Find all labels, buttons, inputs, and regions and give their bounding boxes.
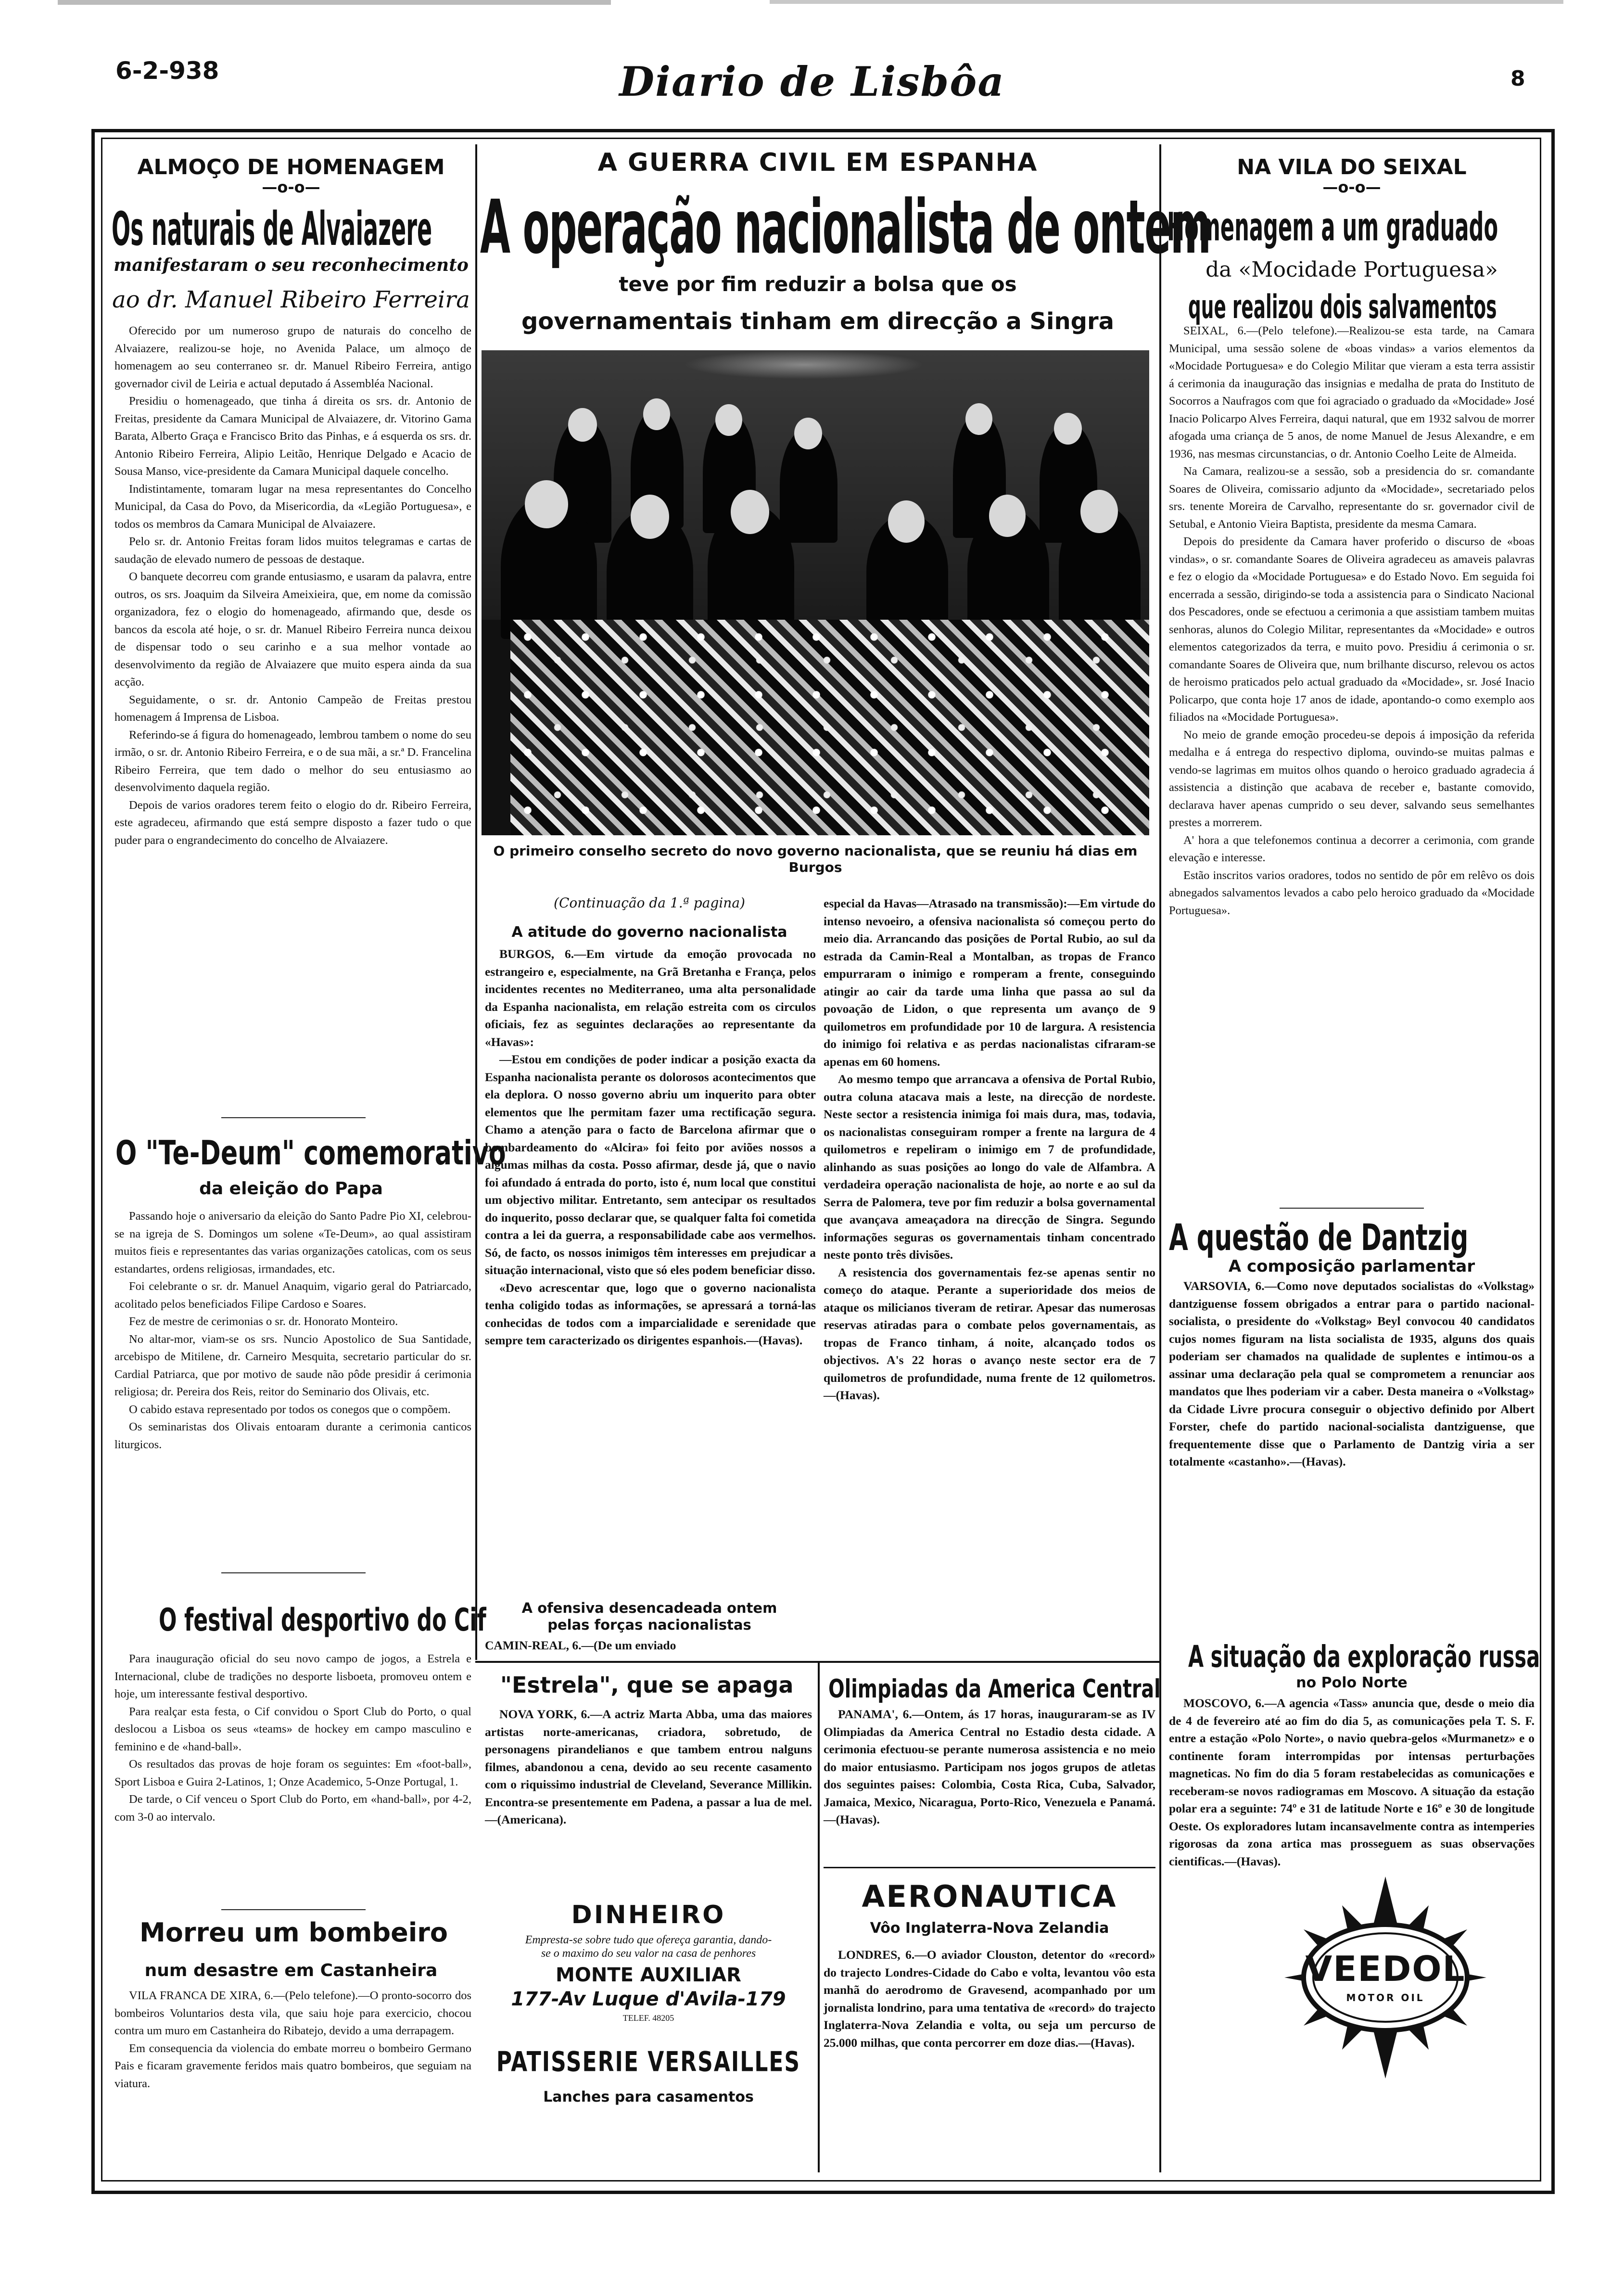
paragraph: A resistencia dos governamentais fez-se apenas sentir no começo do ataque. Perante a superioridade dos meios de ataque os milicianos tiveram de retirar. Apesar das numerosas reservas atiradas para o combate pelos governamentais, as tropas de Franco tinham, á noite, alcançado todos os objectivos. A's 22 horas o avanço neste sector era de 7 quilometros de profundidade, numa frente de 12 quilometros.—(Havas). [824, 1265, 1155, 1402]
col4-article-body [1169, 322, 1535, 919]
tedeum-body [114, 1208, 471, 1454]
dantzig-subhead: A composição parlamentar [1228, 1257, 1475, 1276]
aeronautica-headline: AERONAUTICA [862, 1879, 1117, 1914]
paragraph: O cabido estava representado por todos os conegos que o compõem. [129, 1403, 451, 1416]
paragraph: Os resultados das provas de hoje foram os seguintes: Em «foot-ball», Sport Lisboa e Guira 2-Latinos, 1; Onze Academico, 5-Onze Portugal, 1. [114, 1758, 471, 1788]
ad-versailles-sub: Lanches para casamentos [543, 2089, 754, 2105]
continuation-note: (Continuação da 1.ª pagina) [554, 895, 745, 911]
col1-kicker: ALMOÇO DE HOMENAGEM [137, 155, 445, 179]
col1-subhead-1: manifestaram o seu reconhecimento [114, 255, 469, 275]
column-rule-1 [475, 144, 477, 1660]
ad-veedol-brand: VEEDOL [1305, 1949, 1466, 1989]
center-kicker: A GUERRA CIVIL EM ESPANHA [597, 148, 1038, 177]
news-photo-council-burgos [482, 350, 1149, 835]
olimpiadas-headline: Olimpiadas da America Central [828, 1674, 1161, 1704]
paragraph: Ao mesmo tempo que arrancava a ofensiva de Portal Rubio, outra coluna atacava mais a leste, na direcção de nordeste. Neste sector a resistencia inimiga foi mais dura, mas, todavia, os nacionalistas conseguiram romper a frente na largura de 4 quilometros e repeliram o inimigo em 7 de profundidade, alinhando as suas posições ao longo do vale de Alfambra. A verdadeira operação nacionalista de hoje, ao norte e ao sul da Serra de Palomera, teve por fim reduzir a bolsa governamental que avançava ameaçadora na direcção de Singra. Segundo informações seguras os governamentais tinham concentrado neste ponto três divisões. [824, 1072, 1155, 1262]
col1-article-body [114, 322, 471, 849]
ad-veedol-sub: MOTOR OIL [1346, 1992, 1425, 2003]
dantzig-body [1169, 1277, 1535, 1471]
paragraph: Passando hoje o aniversario da eleição do Santo Padre Pio XI, celebrou-se na igreja de S. Domingos um solene «Te-Deum», ao qual assistiram muitos fieis e representantes das varias organizações catolicas, com os seus estandartes, ordens religiosas, irmandades, etc. [114, 1210, 471, 1276]
col4-headline-2: da «Mocidade Portuguesa» [1205, 257, 1498, 282]
page-number: 8 [1510, 66, 1525, 91]
newspaper-title: Diario de Lisbôa [619, 58, 1005, 105]
center-deck-2: governamentais tinham em direcção a Singra [521, 308, 1115, 335]
separator [824, 1867, 1155, 1868]
paragraph: VILA FRANCA DE XIRA, 6.—(Pelo telefone).—O pronto-socorro dos bombeiros Voluntarios desta vila, que saiu hoje para exercicio, chocou contra um muro em Castanheira do Ribatejo, devido a uma derrapagem. [114, 1989, 471, 2037]
paragraph: No altar-mor, viam-se os srs. Nuncio Apostolico de Sua Santidade, arcebispo de Mitilene, dr. Carneiro Mesquita, secretario particular do sr. Cardial Patriarca, que por motivo de saude não pôde presidir á cerimonia religiosa; dr. Pereira dos Reis, reitor do Seminario dos Olivais, etc. [114, 1332, 471, 1398]
bombeiro-headline: Morreu um bombeiro [140, 1917, 448, 1948]
ad-dinheiro [485, 1901, 812, 2023]
paragraph: Para inauguração oficial do seu novo campo de jogos, a Estrela e Internacional, clube de tradições no desporte lisboeta, promoveu ontem e hoje, um interessante festival desportivo. [114, 1652, 471, 1700]
paragraph: Estão inscritos varios oradores, todos no sentido de pôr em relêvo os dois abnegados salvamentos levados a cabo pelo heroico graduado da «Mocidade Portuguesa». [1169, 868, 1535, 917]
center-subhead-2b: pelas forças nacionalistas [547, 1617, 751, 1633]
scan-edge-top-right [770, 0, 1563, 4]
ad-dinheiro-phone: TELEF. 48205 [622, 2013, 674, 2023]
center-headline: A operação nacionalista de ontem [480, 184, 1211, 270]
paragraph: CAMIN-REAL, 6.—(De um enviado [485, 1638, 676, 1652]
center-subhead-2a: A ofensiva desencadeada ontem [521, 1600, 777, 1616]
center-subhead-1: A atitude do governo nacionalista [511, 924, 787, 941]
paragraph: PANAMA', 6.—Ontem, ás 17 horas, inauguraram-se as IV Olimpiadas da America Central no Estadio desta cidade. A cerimonia efectuou-se perante numerosa assistencia e no meio do maior entusiasmo. Participam nos jogos grupos de atletas dos seguintes paises: Colombia, Costa Rica, Cuba, Salvador, Jamaica, Mexico, Nicaragua, Porto-Rico, Venezuela e Panamá.—(Havas). [824, 1707, 1155, 1826]
paragraph: A' hora a que telefonemos continua a decorrer a cerimonia, com grande elevação e interesse. [1169, 833, 1535, 864]
ad-dinheiro-title: DINHEIRO [571, 1901, 726, 1929]
separator [1280, 1208, 1424, 1209]
paragraph: Na Camara, realizou-se a sessão, sob a presidencia do sr. comandante Soares de Oliveira, comissario adjunto da «Mocidade», secretariado pelos srs. tenente Moreira de Carvalho, representante do sr. governador civil de Setubal, e Antonio Vieira Baptista, presidente da mesma Camara. [1169, 465, 1535, 531]
paragraph: Referindo-se á figura do homenageado, lembrou tambem o nome do seu irmão, o sr. dr. Antonio Ribeiro Ferreira, e o de sua mãi, a sr.ª D. Francelina Ribeiro Ferreira, que tem dado o melhor do seu entusiasmo ao desenvolvimento daquela região. [114, 728, 471, 794]
ad-dinheiro-text: Empresta-se sobre tudo que ofereça garantia, dando-se o maximo do seu valor na casa de penhores [525, 1934, 772, 1960]
paragraph: Presidiu o homenageado, que tinha á direita os srs. dr. Antonio de Freitas, presidente da Camara Municipal de Alvaiazere, dr. Vitorino Gama Barata, Alberto Graça e Francisco Brito das Pinhas, e á esquerda os srs. dr. Antonio Ribeiro Ferreira, Alipio Leitão, Henrique Delgado e Acacio de Sousa Manso, vice-presidente da Camara Municipal daquele concelho. [114, 395, 471, 478]
col1-subhead-2: ao dr. Manuel Ribeiro Ferreira [112, 286, 470, 313]
paragraph: LONDRES, 6.—O aviador Clouston, detentor do «record» do trajecto Londres-Cidade do Cabo e volta, levantou vôo esta manhã do aerodromo de Gravesend, acompanhado por um jornalista londrino, para uma tentativa de «record» do trajecto Inglaterra-Nova Zelandia e volta, ou seja um percurso de 25.000 milhas, que conta percorrer em doze dias.—(Havas). [824, 1948, 1155, 2050]
col4-ornament: —o-o— [1322, 178, 1381, 196]
column-rule-2 [1159, 144, 1161, 2172]
russa-body [1169, 1695, 1535, 1870]
ad-dinheiro-name: MONTE AUXILIAR [556, 1964, 741, 1986]
center-deck-1: teve por fim reduzir a bolsa que os [619, 272, 1017, 296]
center-left-body [485, 945, 816, 1350]
paragraph: Os seminaristas dos Olivais entoaram durante a cerimonia canticos liturgicos. [114, 1420, 471, 1451]
paragraph: Indistintamente, tomaram lugar na mesa representantes do Concelho Municipal, da Casa do Povo, da Misericordia, da «Legião Portuguesa», e todos os membros da Camara Municipal de Alvaiazere. [114, 482, 471, 531]
separator [221, 1572, 366, 1573]
aeronautica-subhead: Vôo Inglaterra-Nova Zelandia [870, 1920, 1109, 1937]
paragraph: De tarde, o Cif venceu o Sport Club do Porto, em «hand-ball», por 4-2, com 3-0 ao intervalo. [114, 1793, 471, 1824]
estrela-headline: "Estrela", que se apaga [500, 1672, 794, 1698]
issue-date: 6-2-938 [115, 57, 219, 85]
col1-ornament: —o-o— [262, 178, 320, 196]
col4-kicker: NA VILA DO SEIXAL [1237, 155, 1467, 179]
aeronautica-body [824, 1946, 1155, 2052]
paragraph: Para realçar esta festa, o Cif convidou o Sport Club do Porto, o qual deslocou a Lisboa os seus «teams» de hockey em campo masculino e feminino e de «hand-ball». [114, 1705, 471, 1753]
paragraph: NOVA YORK, 6.—A actriz Marta Abba, uma das maiores artistas norte-americanas, criadora, sobretudo, de personagens pirandelianos e que tambem entrou nalguns filmes, abandonou a cena, devido ao seu recente casamento com o riquissimo industrial de Cleveland, Severance Millikin. Encontra-se presentemente em Padena, a passar a lua de mel.—(Americana). [485, 1707, 812, 1826]
ad-dinheiro-address: 177-Av Luque d'Avila-179 [511, 1988, 786, 2010]
ad-versailles-title: PATISSERIE VERSAILLES [496, 2046, 801, 2078]
paragraph: especial da Havas—Atrasado na transmissão):—Em virtude do intenso nevoeiro, a ofensiva nacionalista só começou perto do meio dia. Arrancando das posições de Portal Rubio, ao sul da estrada da Camin-Real a Montalban, as tropas de Franco empurraram o inimigo e romperam a frente, conseguindo atingir ao cair da tarde uma linha que passa ao sul da povoação de Lidon, o que representa um avanço de 9 quilometros em profundidade por 10 de largura. A resistencia do inimigo foi relativa e as perdas nacionalistas cifraram-se apenas em 60 homens. [824, 896, 1155, 1069]
center-bottom-divider [475, 1661, 1161, 1663]
photo-caption: O primeiro conselho secreto do novo governo nacionalista, que se reuniu há dias em Burgos [493, 843, 1138, 875]
col1-headline: Os naturais de Alvaiazere [112, 203, 432, 256]
separator [221, 1909, 366, 1910]
paragraph: BURGOS, 6.—Em virtude da emoção provocada no estrangeiro e, especialmente, na Grã Bretanha e França, pelos incidentes recentes no Mediterraneo, uma alta personalidade da Espanha nacionalista, em relação estreita com os circulos oficiais, fez as seguintes declarações ao representante da «Havas»: [485, 947, 816, 1049]
camin-real-dateline [485, 1637, 816, 1655]
col4-headline-1: Homenagem a um graduado [1167, 204, 1498, 250]
paragraph: Pelo sr. dr. Antonio Freitas foram lidos muitos telegramas e cartas de saudação de elevado numero de pessoas de destaque. [114, 535, 471, 566]
ad-versailles [485, 2046, 812, 2105]
paragraph: Depois de varios oradores terem feito o elogio do dr. Ribeiro Ferreira, este agradeceu, afirmando que está sempre disposto a fazer tudo o que puder para o engrandecimento do concelho de Alvaiazere. [114, 798, 471, 847]
separator [221, 1117, 366, 1118]
paragraph: Depois do presidente da Camara haver proferido o discurso de «boas vindas», o sr. comandante Soares de Oliveira agradeceu as amaveis palavras e fez o elogio da «Mocidade Portuguesa» e do Estado Novo. Em seguida foi encerrada a sessão, dirigindo-se toda a assistencia para o Sindicato Nacional dos Pescadores, onde se efectuou a cerimonia a que assistiam tambem muitas senhoras, alunos do Colegio Militar, representantes da «Mocidade» e outros elementos categorizados da terra, e muito povo. Presidiu á cerimonia o sr. comandante Soares de Oliveira que, num brilhante discurso, relevou os actos de heroismo praticados pelo actual graduado da «Mocidade», sr. José Inacio Policarpo, que conta hoje 17 anos de idade, apontando-o como exemplo aos filiados na «Mocidade Portuguesa». [1169, 535, 1535, 724]
paragraph: O banquete decorreu com grande entusiasmo, e usaram da palavra, entre outros, os srs. Joaquim da Silveira Ameixieira, que, em nome da comissão organizadora, fez o elogio do homenageado, afirmando que, desde os bancos da escola até hoje, o sr. dr. Manuel Ribeiro Ferreira nunca deixou de dispensar todo o seu carinho e a sua melhor vontade ao desenvolvimento da região de Alvaiazere que muito espera ainda da sua acção. [114, 570, 471, 689]
estrela-body [485, 1706, 812, 1829]
dantzig-headline: A questão de Dantzig [1169, 1216, 1469, 1259]
paragraph: Seguidamente, o sr. dr. Antonio Campeão de Freitas prestou homenagem á Imprensa de Lisboa. [114, 693, 471, 724]
column-rule-center-bottom [818, 1662, 820, 2172]
bombeiro-body [114, 1987, 471, 2093]
paragraph: Oferecido por um numeroso grupo de naturais do concelho de Alvaiazere, realizou-se hoje, no Avenida Palace, um almoço de homenagem ao seu conterraneo sr. dr. Manuel Ribeiro Ferreira, antigo governador civil de Leiria e actual deputado á Assembléa Nacional. [114, 324, 471, 390]
cif-body [114, 1650, 471, 1826]
scan-edge-top-left [58, 0, 611, 5]
col4-headline-3: que realizou dois salvamentos [1188, 289, 1497, 326]
bombeiro-subhead: num desastre em Castanheira [144, 1961, 438, 1980]
paragraph: —Estou em condições de poder indicar a posição exacta da Espanha nacionalista perante os dolorosos acontecimentos que ela deplora. O nosso governo abriu um inquerito para obter elementos que lhe permitam fazer uma rectificação segura. Chamo a atenção para o facto de Barcelona afirmar que o bombardeamento do «Alcira» foi feito por aviões nossos a algumas milhas da costa. Posso afirmar, desde já, que o navio foi afundado á entrada do porto, isto é, num local que constitui um objectivo militar. Entretanto, sem antecipar os resultados do inquerito, posso declarar que, se qualquer falta foi cometida contra a lei da guerra, a responsabilidade cabe aos vermelhos. Só, de facto, os nossos inimigos têm interesses em prejudicar a situação internacional, visto que só eles podem beneficiar disso. [485, 1052, 816, 1277]
tedeum-headline: O "Te-Deum" comemorativo [115, 1133, 506, 1173]
paragraph: Foi celebrante o sr. dr. Manuel Anaquim, vigario geral do Patriarcado, acolitado pelos beneficiados Filipe Cardoso e Soares. [114, 1280, 471, 1311]
cif-headline: O festival desportivo do Cif [159, 1602, 486, 1638]
paragraph: SEIXAL, 6.—(Pelo telefone).—Realizou-se esta tarde, na Camara Municipal, uma sessão solene de «boas vindas» a varios elementos da «Mocidade Portuguesa» e do Colegio Militar que vieram a esta terra assistir á cerimonia da inauguração das insignias e medalha de prata do Instituto de Socorros a Naufragos com que foi agraciado o graduado da «Mocidade» José Inacio Policarpo Alves Ferreira, daqui natural, que em 1932 salvou de morrer afogada uma criança de 5 anos, de nome Manuel de Jesus Alexandre, e em 1936, nas mesmas circunstancias, o dr. Antonio Coelho Leite de Almeida. [1169, 324, 1535, 460]
paragraph: MOSCOVO, 6.—A agencia «Tass» anuncia que, desde o meio dia de 4 de fevereiro até ao fim do dia 5, as comunicações pela T. S. F. entre a estação «Polo Norte», o navio quebra-gelos «Murmanetz» e o continente foram interrompidas por intensas perturbações magneticas. No fim do dia 5 foram restabelecidas as comunicações e receberam-se novos radiogramas em Moscovo. A situação da estação polar era a seguinte: 74º e 31 de latitude Norte e 16º e 30 de longitude Oeste. Os exploradores lutam incansavelmente contra as intemperies rigorosas da zona artica mas prosseguem as suas observações cientificas.—(Havas). [1169, 1696, 1535, 1868]
center-right-body [824, 895, 1155, 1404]
tedeum-subhead: da eleição do Papa [199, 1179, 383, 1199]
paragraph: No meio de grande emoção procedeu-se depois á imposição da referida medalha e á entrega do respectivo diploma, ouvindo-se muitas palmas e vendo-se lagrimas em muitos olhos quando o heroico graduado agradecia á assistencia a distinção que acabava de receber e, bastante comovido, declarava haver apenas cumprido o seu dever, salvando seus semelhantes prestes a morrerem. [1169, 728, 1535, 829]
paragraph: Fez de mestre de cerimonias o sr. dr. Honorato Monteiro. [129, 1315, 398, 1328]
russa-headline: A situação da exploração russa [1188, 1640, 1540, 1674]
russa-subhead: no Polo Norte [1296, 1674, 1408, 1691]
ad-veedol [1284, 1876, 1486, 2079]
paragraph: «Devo acrescentar que, logo que o governo nacionalista tenha coligido todas as informações, se apressará a torná-las conhecidas de todos com a imparcialidade e serenidade que sempre tem caracterizado os dirigentes espanhois.—(Havas). [485, 1280, 816, 1347]
paragraph: VARSOVIA, 6.—Como nove deputados socialistas do «Volkstag» dantziguense fossem obrigados a entrar para o partido nacional-socialista, o presidente do «Volkstag» Beyl convocou 40 candidatos cujos nomes figuram na lista socialista de 1935, alguns dos quais poderiam ser chamados na qualidade de suplentes e intimou-os a assinar uma declaração pela qual se comprometem a renunciar aos mandatos que lhes poderiam vir a caber. Desta maneira o «Volkstag» da Cidade Livre procura conseguir o objectivo definido por Albert Forster, chefe do partido nacional-socialista dantziguense, que frequentemente disse que o Parlamento de Dantzig viria a ser totalmente «castanho».—(Havas). [1169, 1279, 1535, 1468]
paragraph: Em consequencia da violencia do embate morreu o bombeiro Germano Pais e ficaram gravemente feridos mais quatro bombeiros, que seguiam na viatura. [114, 2042, 471, 2090]
olimpiadas-body [824, 1706, 1155, 1829]
